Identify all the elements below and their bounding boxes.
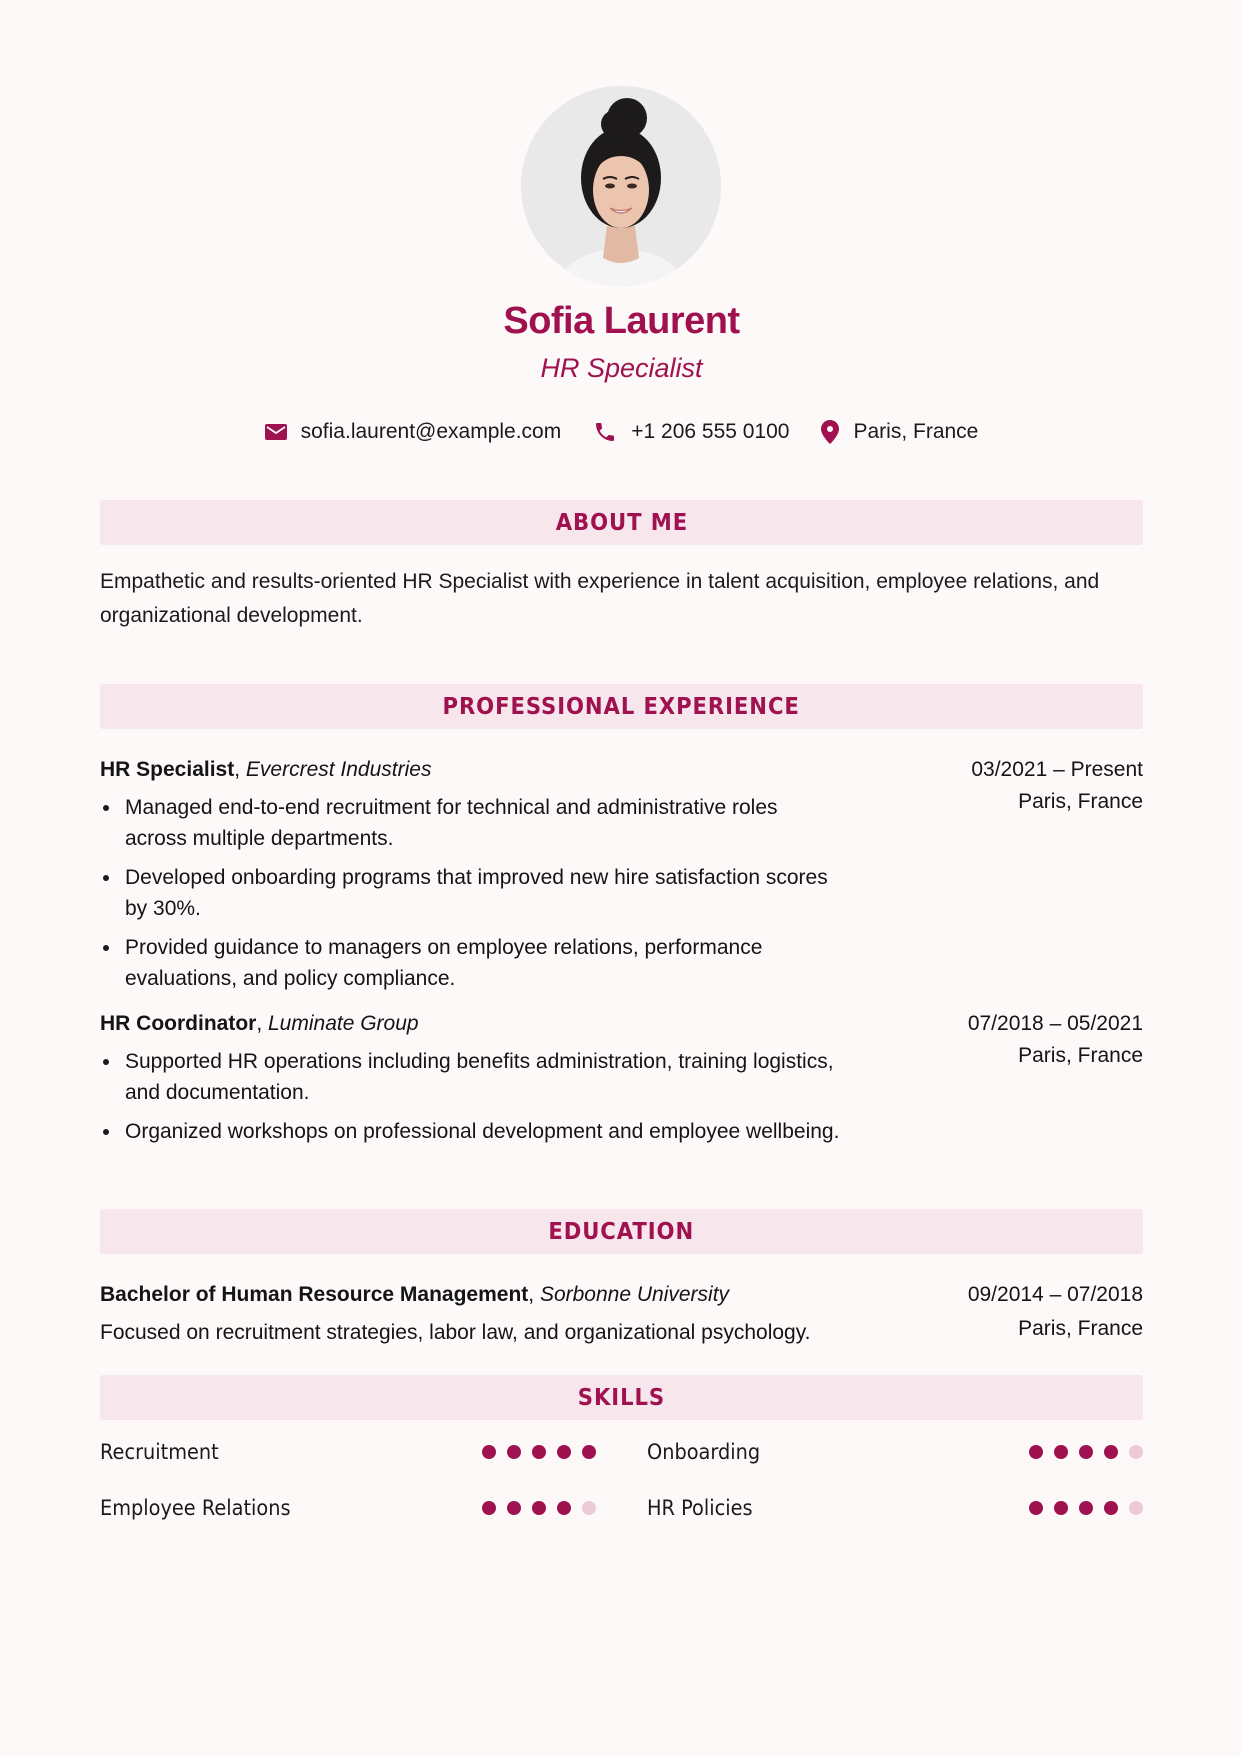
contact-phone[interactable] [593,420,789,444]
skill-item [647,1492,1143,1524]
rating-dot-filled [1104,1445,1118,1459]
rating-dot-filled [1054,1445,1068,1459]
entry-meta [968,1279,1143,1345]
bullet-item: Managed end-to-end recruitment for technical and administrative roles across multiple departments. [100,792,840,854]
experience-entry [100,754,1143,1002]
bullet-item: Supported HR operations including benefits administration, training logistics, and documentation. [100,1046,840,1108]
job-company: Evercrest Industries [245,758,432,781]
rating-dot-filled [1079,1501,1093,1515]
skill-rating [1018,1445,1143,1459]
skill-rating [471,1445,596,1459]
phone-icon [593,420,617,444]
section-header-about [100,500,1143,545]
rating-dot-filled [557,1445,571,1459]
rating-dot-filled [1029,1445,1043,1459]
entry-heading: Bachelor of Human Resource Management, Sorbonne University [100,1283,730,1306]
job-role: HR Coordinator [100,1012,257,1035]
skills-grid [100,1436,1143,1524]
edu-dates: 09/2014 – 07/2018 [967,1283,1143,1306]
edu-description: Focused on recruitment strategies, labor law, and organizational psychology. [100,1321,811,1344]
job-company: Luminate Group [268,1012,419,1035]
skill-label: Recruitment [100,1440,219,1464]
school: Sorbonne University [539,1283,730,1306]
rating-dot-filled [482,1501,496,1515]
rating-dot-empty [1129,1501,1143,1515]
bullet-item: Organized workshops on professional development and employee wellbeing. [100,1116,840,1147]
rating-dot-filled [532,1445,546,1459]
contact-row [100,420,1143,444]
job-dates: 07/2018 – 05/2021 [967,1012,1143,1035]
rating-dot-filled [507,1445,521,1459]
section-header-education [100,1209,1143,1254]
section-title: ABOUT ME [555,509,688,536]
skill-item [100,1436,596,1468]
skill-rating [1018,1501,1143,1515]
portrait-illustration [521,86,721,286]
job-bullets [100,1046,840,1147]
map-pin-icon [821,420,839,444]
rating-dot-filled [1054,1501,1068,1515]
rating-dot-filled [1079,1445,1093,1459]
envelope-icon [265,424,287,440]
education-entry [100,1279,1143,1349]
section-header-skills [100,1375,1143,1420]
contact-email-text: sofia.laurent@example.com [300,420,562,443]
entry-heading: HR Coordinator, Luminate Group [100,1012,419,1035]
skill-label: Onboarding [647,1440,761,1464]
rating-dot-filled [582,1445,596,1459]
rating-dot-filled [532,1501,546,1515]
skill-item [647,1436,1143,1468]
about-text: Empathetic and results-oriented HR Specialist with experience in talent acquisition, employee relations, and organizational development. [100,570,1100,627]
job-role: HR Specialist [100,758,235,781]
contact-email[interactable] [265,420,562,444]
rating-dot-filled [482,1445,496,1459]
rating-dot-filled [507,1501,521,1515]
bullet-item: Developed onboarding programs that improved new hire satisfaction scores by 30%. [100,862,840,924]
contact-location [821,420,978,444]
skill-rating [471,1501,596,1515]
skill-label: HR Policies [647,1496,753,1520]
rating-dot-empty [1129,1445,1143,1459]
rating-dot-filled [557,1501,571,1515]
bullet-item: Provided guidance to managers on employee relations, performance evaluations, and policy compliance. [100,932,840,994]
section-title: EDUCATION [548,1218,695,1245]
job-location: Paris, France [1018,790,1143,813]
edu-location: Paris, France [1018,1317,1143,1340]
job-bullets [100,792,840,994]
rating-dot-empty [582,1501,596,1515]
entry-heading: HR Specialist, Evercrest Industries [100,758,432,781]
job-location: Paris, France [1018,1044,1143,1067]
skill-label: Employee Relations [100,1496,291,1520]
skill-item [100,1492,596,1524]
degree: Bachelor of Human Resource Management [100,1283,529,1306]
job-dates: 03/2021 – Present [971,758,1143,781]
candidate-name: Sofia Laurent [503,300,740,342]
candidate-title: HR Specialist [540,353,703,383]
experience-entry [100,1008,1143,1155]
section-title: PROFESSIONAL EXPERIENCE [442,693,801,720]
entry-meta [968,1008,1143,1072]
section-header-experience [100,684,1143,729]
rating-dot-filled [1029,1501,1043,1515]
profile-photo [521,86,721,286]
contact-location-text: Paris, France [853,420,979,443]
section-title: SKILLS [577,1384,666,1411]
entry-meta [971,754,1143,818]
contact-phone-text: +1 206 555 0100 [631,420,790,443]
rating-dot-filled [1104,1501,1118,1515]
